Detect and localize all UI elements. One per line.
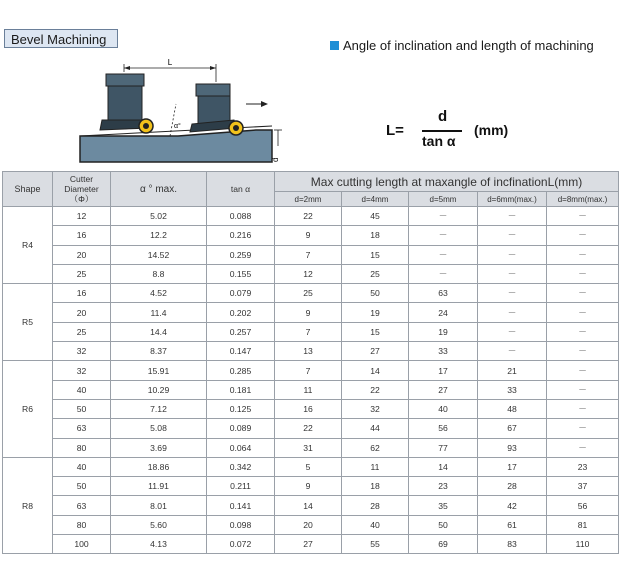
spec-table-body [3,207,619,554]
cell-d8: － [547,380,619,399]
table-row [3,264,619,283]
table-row [3,226,619,245]
cell-d2: 14 [275,496,342,515]
cell-d2: 13 [275,342,342,361]
cell-tan: 0.259 [207,245,275,264]
cell-d5: 19 [409,322,478,341]
header-depth-6mm: d=6mm(max.) [478,192,547,207]
dim-d-label: d [271,157,280,162]
cell-tan: 0.155 [207,264,275,283]
cell-alpha: 5.60 [111,515,207,534]
shape-cell-r5: R5 [3,284,53,361]
cell-d4: 32 [342,399,409,418]
cell-d5: 35 [409,496,478,515]
cell-d5: 50 [409,515,478,534]
cell-alpha: 7.12 [111,399,207,418]
cell-d6: 61 [478,515,547,534]
cell-tan: 0.098 [207,515,275,534]
cell-diameter: 50 [53,399,111,418]
cell-alpha: 18.86 [111,457,207,476]
cell-tan: 0.089 [207,419,275,438]
cell-d8: － [547,438,619,457]
cell-alpha: 11.4 [111,303,207,322]
cell-d8: － [547,264,619,283]
header-depth-4mm: d=4mm [342,192,409,207]
header-cutter-line1: Cutter [69,174,94,184]
cell-d5: 14 [409,457,478,476]
cell-d4: 14 [342,361,409,380]
header-tan-alpha: tan α [207,172,275,207]
cell-d6: － [478,207,547,226]
cell-d4: 15 [342,322,409,341]
cell-d8: 81 [547,515,619,534]
cell-alpha: 5.02 [111,207,207,226]
cell-alpha: 8.01 [111,496,207,515]
cell-d4: 62 [342,438,409,457]
cell-d2: 9 [275,226,342,245]
cell-d6: 21 [478,361,547,380]
header-max-cutting-length: Max cutting length at maxangle of incfinationL(mm) [275,172,619,192]
header-shape: Shape [3,172,53,207]
cell-d2: 5 [275,457,342,476]
cell-d8: 56 [547,496,619,515]
cell-d6: 42 [478,496,547,515]
cell-d8: － [547,322,619,341]
header-cutter-diameter [53,172,111,207]
cutter-left [100,74,153,133]
cell-d5: － [409,207,478,226]
section-subtitle [330,38,594,53]
cell-tan: 0.079 [207,284,275,303]
formula-denominator: tan α [422,133,456,149]
cell-diameter: 63 [53,496,111,515]
cell-d8: － [547,207,619,226]
cell-d5: 23 [409,477,478,496]
dim-alpha-label: α° [174,123,181,130]
table-row [3,342,619,361]
cell-diameter: 100 [53,535,111,554]
table-row [3,284,619,303]
cell-diameter: 25 [53,264,111,283]
cell-d4: 18 [342,226,409,245]
cell-d6: － [478,226,547,245]
cell-d5: － [409,226,478,245]
cell-d2: 7 [275,361,342,380]
cell-tan: 0.064 [207,438,275,457]
cell-alpha: 4.13 [111,535,207,554]
cell-alpha: 15.91 [111,361,207,380]
formula-lhs: L= [386,122,404,139]
cell-d2: 16 [275,399,342,418]
cell-d8: － [547,361,619,380]
cell-alpha: 8.8 [111,264,207,283]
cell-d5: 24 [409,303,478,322]
cell-d8: － [547,284,619,303]
cell-tan: 0.285 [207,361,275,380]
cell-diameter: 16 [53,226,111,245]
bevel-machining-diagram [78,56,288,168]
cell-d5: 33 [409,342,478,361]
subtitle-text: Angle of inclination and length of machining [343,38,594,53]
cell-d5: 40 [409,399,478,418]
shape-cell-r8: R8 [3,457,53,553]
cell-d6: 33 [478,380,547,399]
cell-d6: 83 [478,535,547,554]
section-title: Bevel Machining [4,29,118,48]
cell-d4: 18 [342,477,409,496]
cell-tan: 0.216 [207,226,275,245]
table-row [3,457,619,476]
table-row [3,496,619,515]
cell-d4: 44 [342,419,409,438]
cell-d5: － [409,264,478,283]
formula-unit: (mm) [474,122,509,138]
cell-d8: 110 [547,535,619,554]
cell-d2: 22 [275,207,342,226]
table-row [3,380,619,399]
cell-d6: － [478,342,547,361]
cell-d8: － [547,419,619,438]
cell-d2: 27 [275,535,342,554]
cell-diameter: 80 [53,515,111,534]
cell-alpha: 12.2 [111,226,207,245]
table-row [3,303,619,322]
cell-d6: 93 [478,438,547,457]
feed-arrow-icon [261,101,268,107]
cell-d6: － [478,264,547,283]
shape-cell-r4: R4 [3,207,53,284]
cell-d4: 27 [342,342,409,361]
cell-d6: 48 [478,399,547,418]
cell-tan: 0.181 [207,380,275,399]
cell-d6: － [478,303,547,322]
cell-alpha: 3.69 [111,438,207,457]
cell-alpha: 5.08 [111,419,207,438]
cell-d8: － [547,342,619,361]
formula [386,106,526,156]
cell-tan: 0.147 [207,342,275,361]
cell-d2: 9 [275,477,342,496]
cell-tan: 0.342 [207,457,275,476]
cell-d5: 77 [409,438,478,457]
cell-diameter: 40 [53,457,111,476]
cell-d2: 20 [275,515,342,534]
formula-fraction-bar [422,130,462,132]
cell-d8: － [547,245,619,264]
cell-d4: 25 [342,264,409,283]
cell-d6: 17 [478,457,547,476]
formula-numerator: d [438,108,448,125]
cell-diameter: 16 [53,284,111,303]
header-depth-5mm: d=5mm [409,192,478,207]
cell-d2: 9 [275,303,342,322]
cell-d6: － [478,284,547,303]
cell-tan: 0.141 [207,496,275,515]
cell-d5: 17 [409,361,478,380]
cell-d6: 28 [478,477,547,496]
table-row [3,207,619,226]
cell-d5: 63 [409,284,478,303]
cell-d6: － [478,245,547,264]
cell-d4: 40 [342,515,409,534]
header-cutter-line2: Diameter [64,184,99,194]
header-alpha-max: α ° max. [111,172,207,207]
cell-d5: － [409,245,478,264]
cell-diameter: 25 [53,322,111,341]
cell-diameter: 12 [53,207,111,226]
cell-d2: 22 [275,419,342,438]
header-depth-2mm: d=2mm [275,192,342,207]
dim-L-label: L [167,58,173,67]
cell-d6: － [478,322,547,341]
cell-alpha: 4.52 [111,284,207,303]
cell-d2: 7 [275,245,342,264]
table-row [3,419,619,438]
cell-tan: 0.125 [207,399,275,418]
cell-d4: 22 [342,380,409,399]
cutter-right [190,84,243,135]
cell-diameter: 32 [53,342,111,361]
table-row [3,399,619,418]
table-row [3,438,619,457]
cell-alpha: 8.37 [111,342,207,361]
bullet-square-icon [330,41,339,50]
cell-diameter: 50 [53,477,111,496]
cell-d8: 23 [547,457,619,476]
cell-d2: 25 [275,284,342,303]
shape-cell-r6: R6 [3,361,53,457]
cell-d8: 37 [547,477,619,496]
cell-tan: 0.211 [207,477,275,496]
cell-d2: 7 [275,322,342,341]
cell-tan: 0.072 [207,535,275,554]
cell-d4: 28 [342,496,409,515]
header-depth-8mm: d=8mm(max.) [547,192,619,207]
cell-tan: 0.257 [207,322,275,341]
cell-d6: 67 [478,419,547,438]
cell-d5: 27 [409,380,478,399]
cell-d4: 15 [342,245,409,264]
cell-d2: 11 [275,380,342,399]
cell-diameter: 40 [53,380,111,399]
cell-diameter: 20 [53,245,111,264]
cell-d5: 56 [409,419,478,438]
spec-table [2,171,619,554]
cell-d8: － [547,303,619,322]
cell-diameter: 63 [53,419,111,438]
cell-d2: 12 [275,264,342,283]
cell-diameter: 32 [53,361,111,380]
cell-alpha: 14.52 [111,245,207,264]
table-row [3,245,619,264]
cell-alpha: 10.29 [111,380,207,399]
table-row [3,477,619,496]
cell-d8: － [547,399,619,418]
cell-d4: 19 [342,303,409,322]
cell-d8: － [547,226,619,245]
table-row [3,361,619,380]
cell-d5: 69 [409,535,478,554]
cell-alpha: 11.91 [111,477,207,496]
cell-d4: 45 [342,207,409,226]
header-cutter-line3: （Φ） [69,194,94,204]
cell-d4: 50 [342,284,409,303]
table-row [3,322,619,341]
cell-diameter: 80 [53,438,111,457]
cell-d4: 11 [342,457,409,476]
table-row [3,515,619,534]
cell-diameter: 20 [53,303,111,322]
cell-alpha: 14.4 [111,322,207,341]
table-row [3,535,619,554]
cell-tan: 0.088 [207,207,275,226]
cell-d4: 55 [342,535,409,554]
cell-d2: 31 [275,438,342,457]
cell-tan: 0.202 [207,303,275,322]
